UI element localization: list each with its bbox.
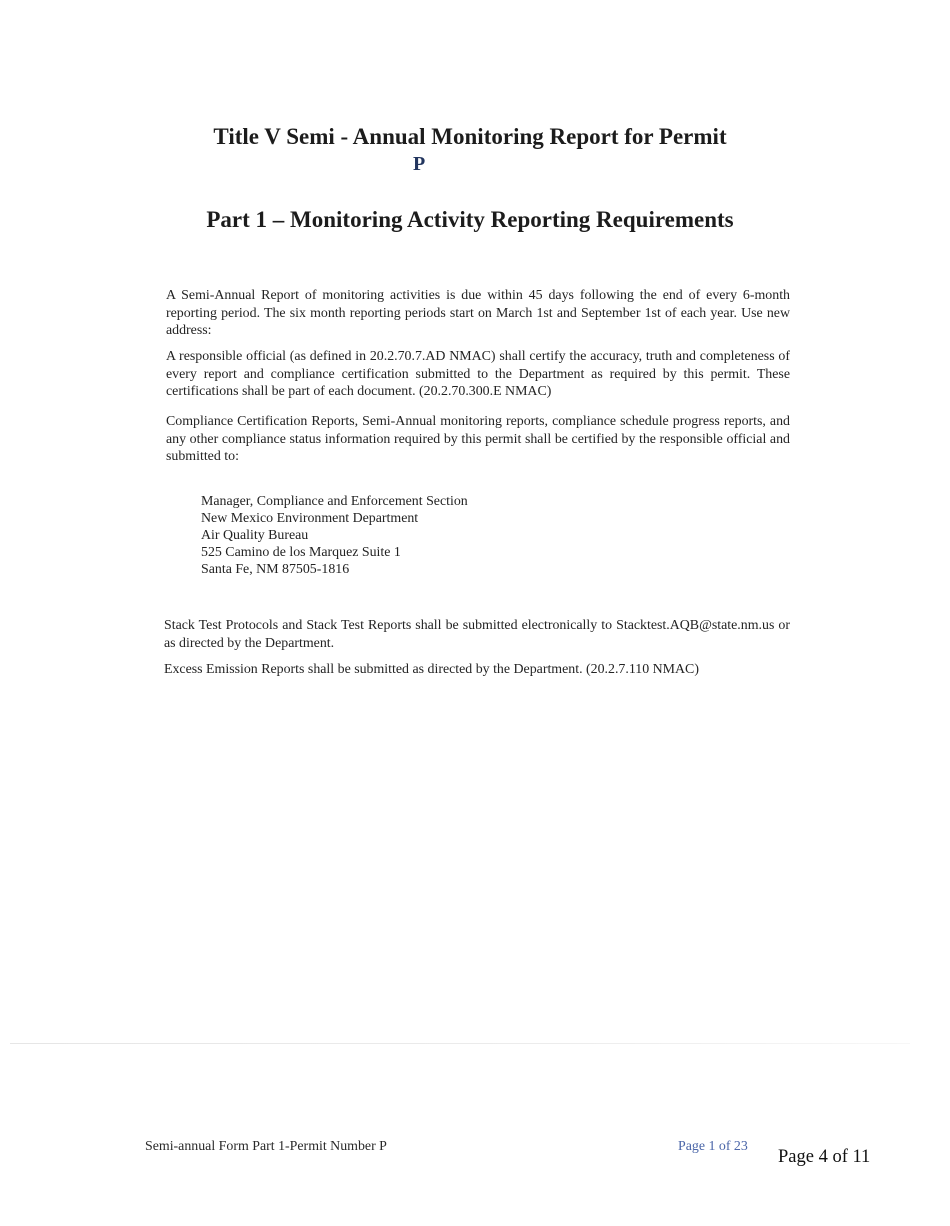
address-line: 525 Camino de los Marquez Suite 1 bbox=[201, 545, 401, 560]
outer-page-number: Page 4 of 11 bbox=[778, 1147, 871, 1167]
stack-test-paragraph: Stack Test Protocols and Stack Test Reports shall be submitted electronically to Stacktest.AQB@state.nm.us or as directed by the Department. bbox=[164, 618, 790, 651]
permit-number: P bbox=[413, 153, 426, 175]
report-title: Title V Semi - Annual Monitoring Report for Permit bbox=[213, 124, 727, 149]
address-line: Santa Fe, NM 87505-1816 bbox=[201, 562, 350, 577]
inner-page-number: Page 1 of 23 bbox=[678, 1139, 748, 1154]
certification-paragraph: A responsible official (as defined in 20.2.70.7.AD NMAC) shall certify the accuracy, truth and completeness of every report and compliance certification submitted to the Department as required by this permit. These certifications shall be part of each document. (20.2.70.300.E NMAC) bbox=[166, 349, 790, 399]
reporting-period-paragraph: A Semi-Annual Report of monitoring activities is due within 45 days following the end of every 6-month reporting period. The six month reporting periods start on March 1st and September 1st of each year. Use new address: bbox=[166, 288, 790, 338]
divider bbox=[10, 1043, 910, 1044]
address-line: New Mexico Environment Department bbox=[201, 511, 419, 526]
section-title: Part 1 – Monitoring Activity Reporting Requirements bbox=[206, 207, 734, 232]
form-footer-label: Semi-annual Form Part 1-Permit Number P bbox=[145, 1139, 387, 1154]
submission-paragraph: Compliance Certification Reports, Semi-Annual monitoring reports, compliance schedule progress reports, and any other compliance status information required by this permit shall be certified by the responsible official and submitted to: bbox=[166, 414, 790, 464]
address-line: Air Quality Bureau bbox=[201, 528, 309, 543]
mailing-address bbox=[201, 493, 468, 578]
address-line: Manager, Compliance and Enforcement Section bbox=[201, 494, 468, 509]
excess-emission-paragraph: Excess Emission Reports shall be submitted as directed by the Department. (20.2.7.110 NMAC) bbox=[164, 662, 699, 677]
